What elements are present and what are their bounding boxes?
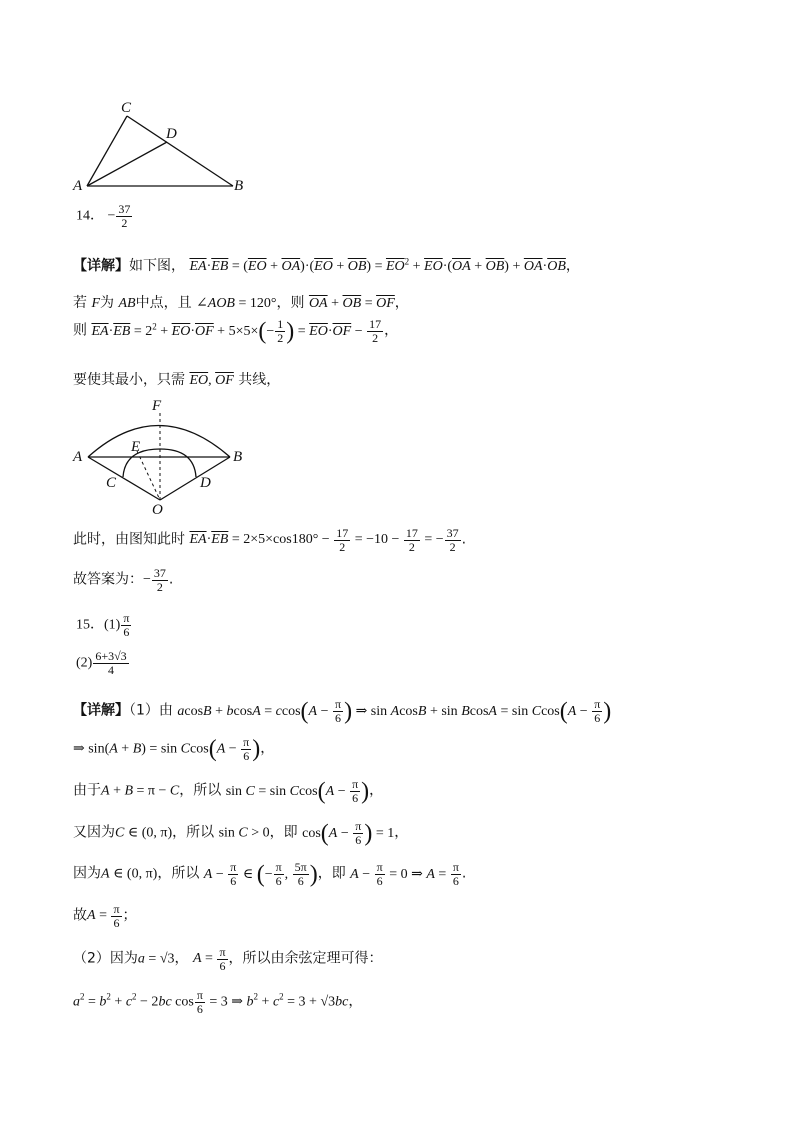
detail-tag: 【详解】: [73, 258, 129, 274]
label-D: D: [166, 126, 177, 142]
q15-detail-line3: 由于A + B = π − C，所以 sin C = sin Ccos(A − $\frac{\pi}{6}$ )，: [73, 777, 384, 805]
q15-detail-line2: ⇒ sin(A + B) = sin Ccos(A − $\frac{\pi}{6}$ )，: [73, 735, 275, 763]
q15-detail-line1: 【详解】（1）由 acosB + bcosA = ccos(A − $\frac{\pi}{6}$ ) ⇒ sin AcosB + sin BcosA = sin Ccos(A − $\frac{\pi}{6}$ ): [73, 697, 612, 725]
q15-part2-line1: （2）因为a = √3， A = $\frac{\pi}{6}$ ，所以由余弦定理可得：: [73, 945, 383, 973]
q14-number: 14．: [76, 208, 104, 224]
label-O: O: [152, 502, 163, 518]
detail-tag-15: 【详解】: [73, 702, 129, 719]
label-F: F: [152, 398, 162, 414]
label-B: B: [234, 178, 244, 194]
q15-answer-1: 15．(1) $\frac{\pi}{6}$: [76, 611, 130, 639]
q14-detail-line2: 若 F为 AB中点，且 ∠AOB = 120°，则 $\overline{OA} + \overline{OB} = \overline{OF}$，: [73, 295, 409, 311]
q14-detail-line5: 此时，由图知此时 $\overline{EA}\cdot\overline{EB} = 2\times 5\times\cos 180^\circ$ − $\frac{17}{2}$ = −10 − $\frac{17}{2}$ = − $\frac{37}{2}$ .: [73, 526, 467, 554]
label-D2: D: [200, 475, 211, 491]
q15-number: 15．: [76, 617, 104, 633]
label-E: E: [131, 439, 141, 455]
q14-answer: 14． − $\frac{37}{2}$: [76, 202, 131, 230]
q15-detail-line6: 故A = $\frac{\pi}{6}$ ；: [73, 902, 137, 930]
q15-detail-line4: 又因为C ∈ (0, π)，所以 sin C > 0，即 cos(A − $\frac{\pi}{6}$ ) = 1，: [73, 819, 409, 847]
q15-part2-line2: $a^2 = b^2 + c^2 - 2bc$ cos $\frac{\pi}{6}$ = 3 ⇒ $b^2 + c^2 = 3 + √3bc$，: [73, 988, 363, 1016]
label-B2: B: [233, 449, 243, 465]
q15-detail-line5: 因为A ∈ (0, π)，所以 A − $\frac{\pi}{6}$ ∈ (− $\frac{\pi}{6}$ , $\frac{5\pi}{6}$ )，即 A − $\frac{\pi}{6}$ = 0 ⇒ A = $\frac{\pi}{6}$ .: [73, 860, 467, 888]
label-A2: A: [73, 449, 83, 465]
sector-figure: [70, 395, 260, 525]
label-A: A: [73, 178, 83, 194]
q14-detail-line1: 【详解】如下图， $\overline{EA}\cdot\overline{EB} = (\overline{EO} + \overline{OA})\cdot(\overline{EO} + \overline{OB}) = \overline{EO}^2 + \overline{EO}\cdot(\overline{OA} + \overline{OB}) + \overline{OA}\cdot\overline{OB}$，: [73, 256, 580, 274]
label-C2: C: [106, 475, 117, 491]
q14-detail-line3: 则 $\overline{EA}\cdot\overline{EB} = 2^2 + \overline{EO}\cdot\overline{OF} + 5\times 5\times(-$ $\frac{1}{2}$ ) = $\overline{EO}\cdot\overline{OF}$ − $\frac{17}{2}$ ，: [73, 317, 399, 345]
q14-detail-line4: 要使其最小，只需 $\overline{EO}$, $\overline{OF}$ 共线，: [73, 372, 281, 388]
label-C: C: [121, 100, 132, 116]
q14-detail-line6: 故答案为：− $\frac{37}{2}$ .: [73, 566, 174, 594]
q15-answer-2: (2) $\frac{6+3√3}{4}$: [76, 649, 127, 677]
triangle-figure: [70, 100, 260, 200]
